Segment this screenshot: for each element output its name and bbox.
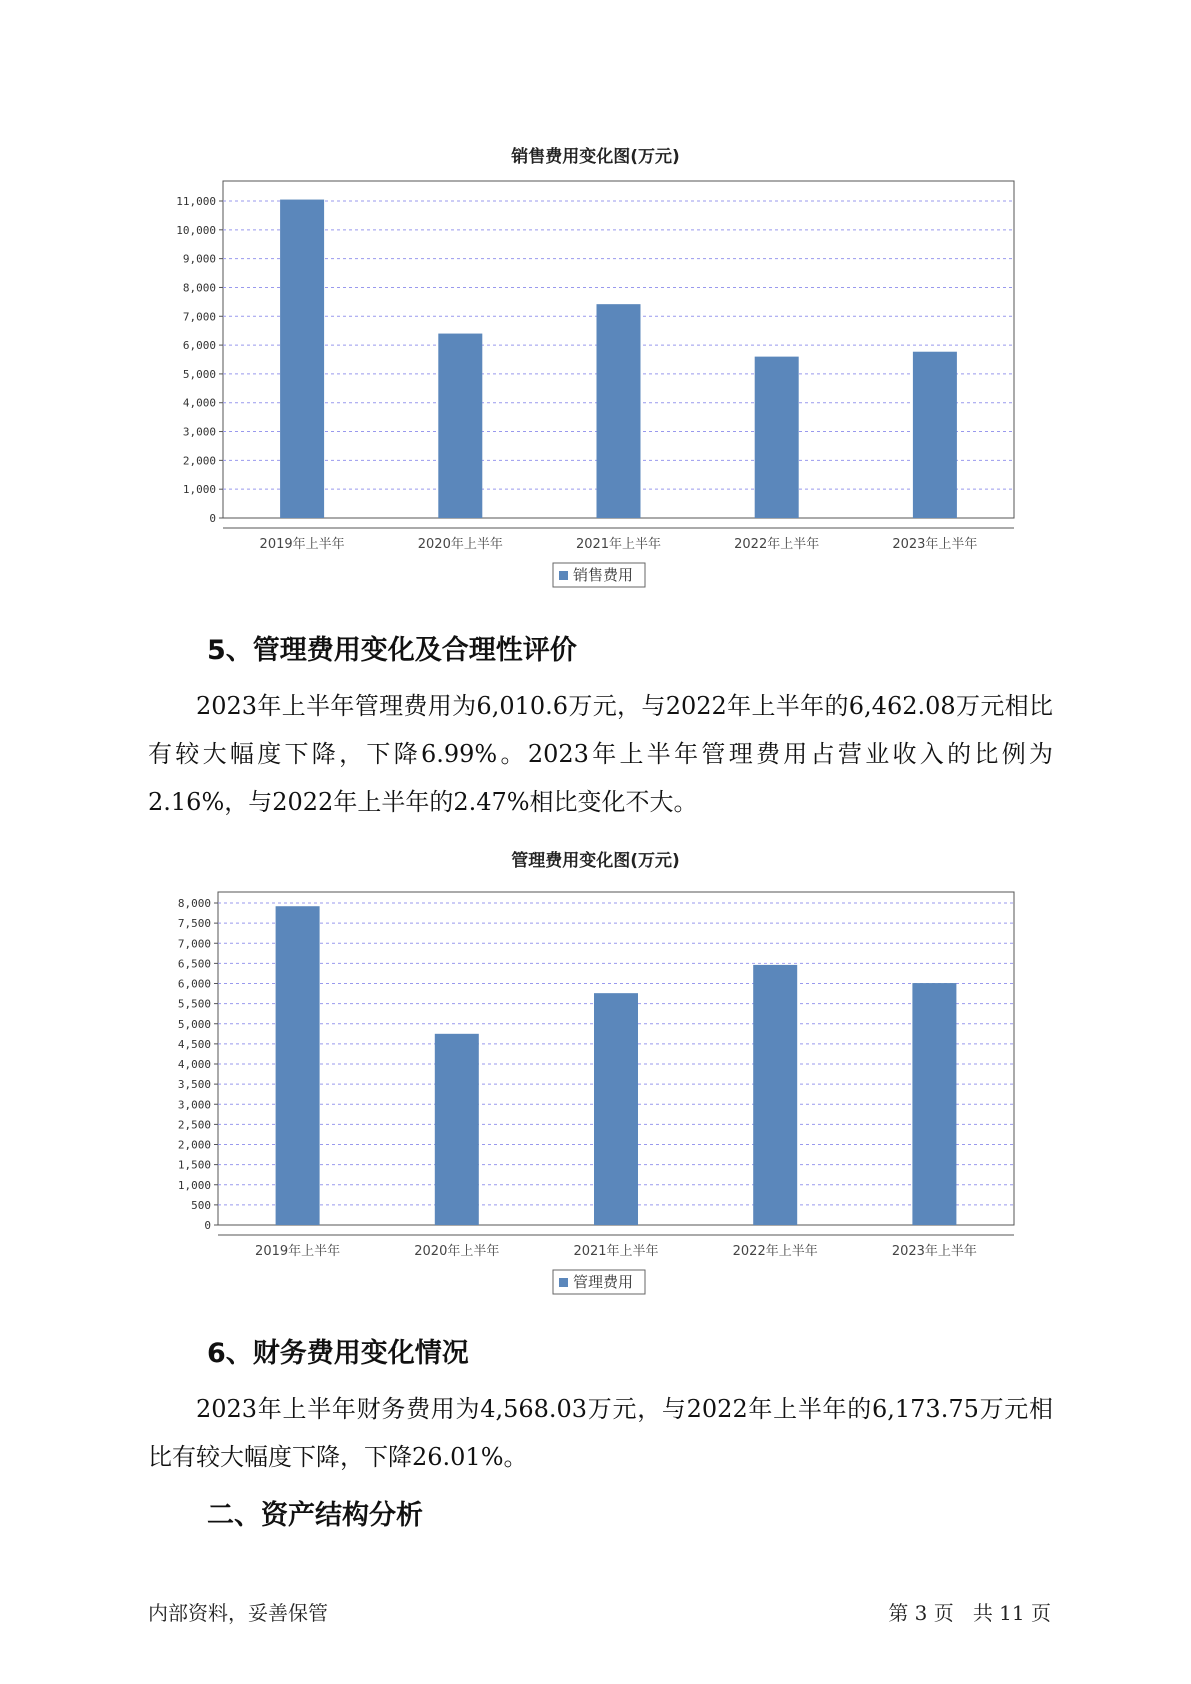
- chart2-title: 管理费用变化图(万元): [511, 851, 680, 871]
- x-tick-label: 2023年上半年: [892, 537, 978, 552]
- y-tick-label: 2,000: [177, 1138, 211, 1152]
- paragraph-finance-expense: [148, 1385, 1053, 1481]
- y-tick-label: 3,500: [177, 1078, 211, 1092]
- y-tick-label: 4,000: [177, 1058, 211, 1071]
- y-tick-label: 7,000: [177, 937, 211, 951]
- x-tick-label: 2023年上半年: [891, 1244, 977, 1259]
- x-tick-label: 2021年上半年: [573, 1244, 659, 1259]
- x-tick-label: 2020年上半年: [417, 537, 503, 552]
- y-tick-label: 3,000: [182, 425, 216, 439]
- y-tick-label: 500: [191, 1198, 211, 1212]
- bar: [755, 357, 799, 518]
- bar: [280, 200, 324, 518]
- x-tick-label: 2022年上半年: [732, 1244, 818, 1259]
- y-tick-label: 8,000: [177, 897, 211, 910]
- y-tick-label: 0: [209, 512, 216, 525]
- x-tick-label: 2019年上半年: [255, 1244, 341, 1259]
- para-line: 元相比有较大幅度下降，下降6.99%。2023年上半年管理费用占营业收入的: [148, 692, 1053, 768]
- y-tick-label: 11,000: [176, 195, 216, 208]
- y-tick-label: 5,500: [177, 997, 211, 1011]
- y-tick-label: 6,000: [182, 339, 216, 353]
- section-heading-admin-expense: 5、管理费用变化及合理性评价: [207, 635, 577, 666]
- admin-expense-chart: [0, 870, 1191, 1300]
- legend-swatch: [559, 571, 568, 580]
- x-tick-label: 2022年上半年: [734, 537, 820, 552]
- section-heading-asset-structure: 二、资产结构分析: [207, 1500, 423, 1531]
- footer-confidential-note: 内部资料，妥善保管: [148, 1601, 328, 1625]
- legend-label: 管理费用: [573, 1273, 634, 1291]
- y-tick-label: 2,500: [177, 1118, 211, 1132]
- chart1-title: 销售费用变化图(万元): [511, 147, 680, 167]
- para-line: 万元相比有较大幅度下降，下降26.01%。: [148, 1395, 1054, 1471]
- para-line: 2023年上半年财务费用为4,568.03万元，与2022年上半年的6,173.75: [196, 1395, 979, 1423]
- bar: [438, 334, 482, 518]
- y-tick-label: 2,000: [182, 454, 216, 468]
- x-tick-label: 2021年上半年: [575, 537, 662, 552]
- y-tick-label: 1,000: [182, 483, 216, 497]
- section-heading-finance-expense: 6、财务费用变化情况: [207, 1338, 469, 1369]
- para-line: 比例为2.16%，与2022年上半年的2.47%相比变化不大。: [148, 740, 1054, 816]
- y-tick-label: 4,000: [182, 396, 216, 410]
- y-tick-label: 1,000: [177, 1178, 211, 1192]
- footer-page-number: 第 3 页 共 11 页: [888, 1601, 1051, 1625]
- x-tick-label: 2019年上半年: [259, 537, 345, 552]
- y-tick-label: 10,000: [176, 223, 216, 237]
- sales-expense-chart: [0, 165, 1191, 595]
- y-tick-label: 6,500: [177, 957, 211, 971]
- x-tick-label: 2020年上半年: [414, 1244, 500, 1259]
- y-tick-label: 0: [204, 1219, 211, 1232]
- bar: [276, 906, 320, 1225]
- bar: [594, 993, 638, 1225]
- legend-swatch: [559, 1278, 568, 1287]
- y-tick-label: 4,500: [177, 1037, 211, 1051]
- y-tick-label: 7,000: [182, 310, 216, 324]
- y-tick-label: 6,000: [177, 977, 211, 991]
- y-tick-label: 8,000: [182, 281, 216, 295]
- y-tick-label: 5,000: [182, 367, 216, 381]
- legend-label: 销售费用: [573, 566, 634, 584]
- para-line: 2023年上半年管理费用为6,010.6万元，与2022年上半年的6,462.08万: [196, 692, 981, 720]
- bar: [913, 352, 957, 518]
- bar: [753, 965, 797, 1225]
- y-tick-label: 9,000: [182, 252, 216, 266]
- y-tick-label: 3,000: [177, 1098, 211, 1112]
- paragraph-admin-expense: [148, 682, 1053, 826]
- bar: [597, 304, 641, 518]
- bar: [435, 1034, 479, 1225]
- y-tick-label: 5,000: [177, 1017, 211, 1031]
- y-tick-label: 1,500: [177, 1158, 211, 1172]
- y-tick-label: 7,500: [177, 917, 211, 931]
- bar: [912, 983, 956, 1225]
